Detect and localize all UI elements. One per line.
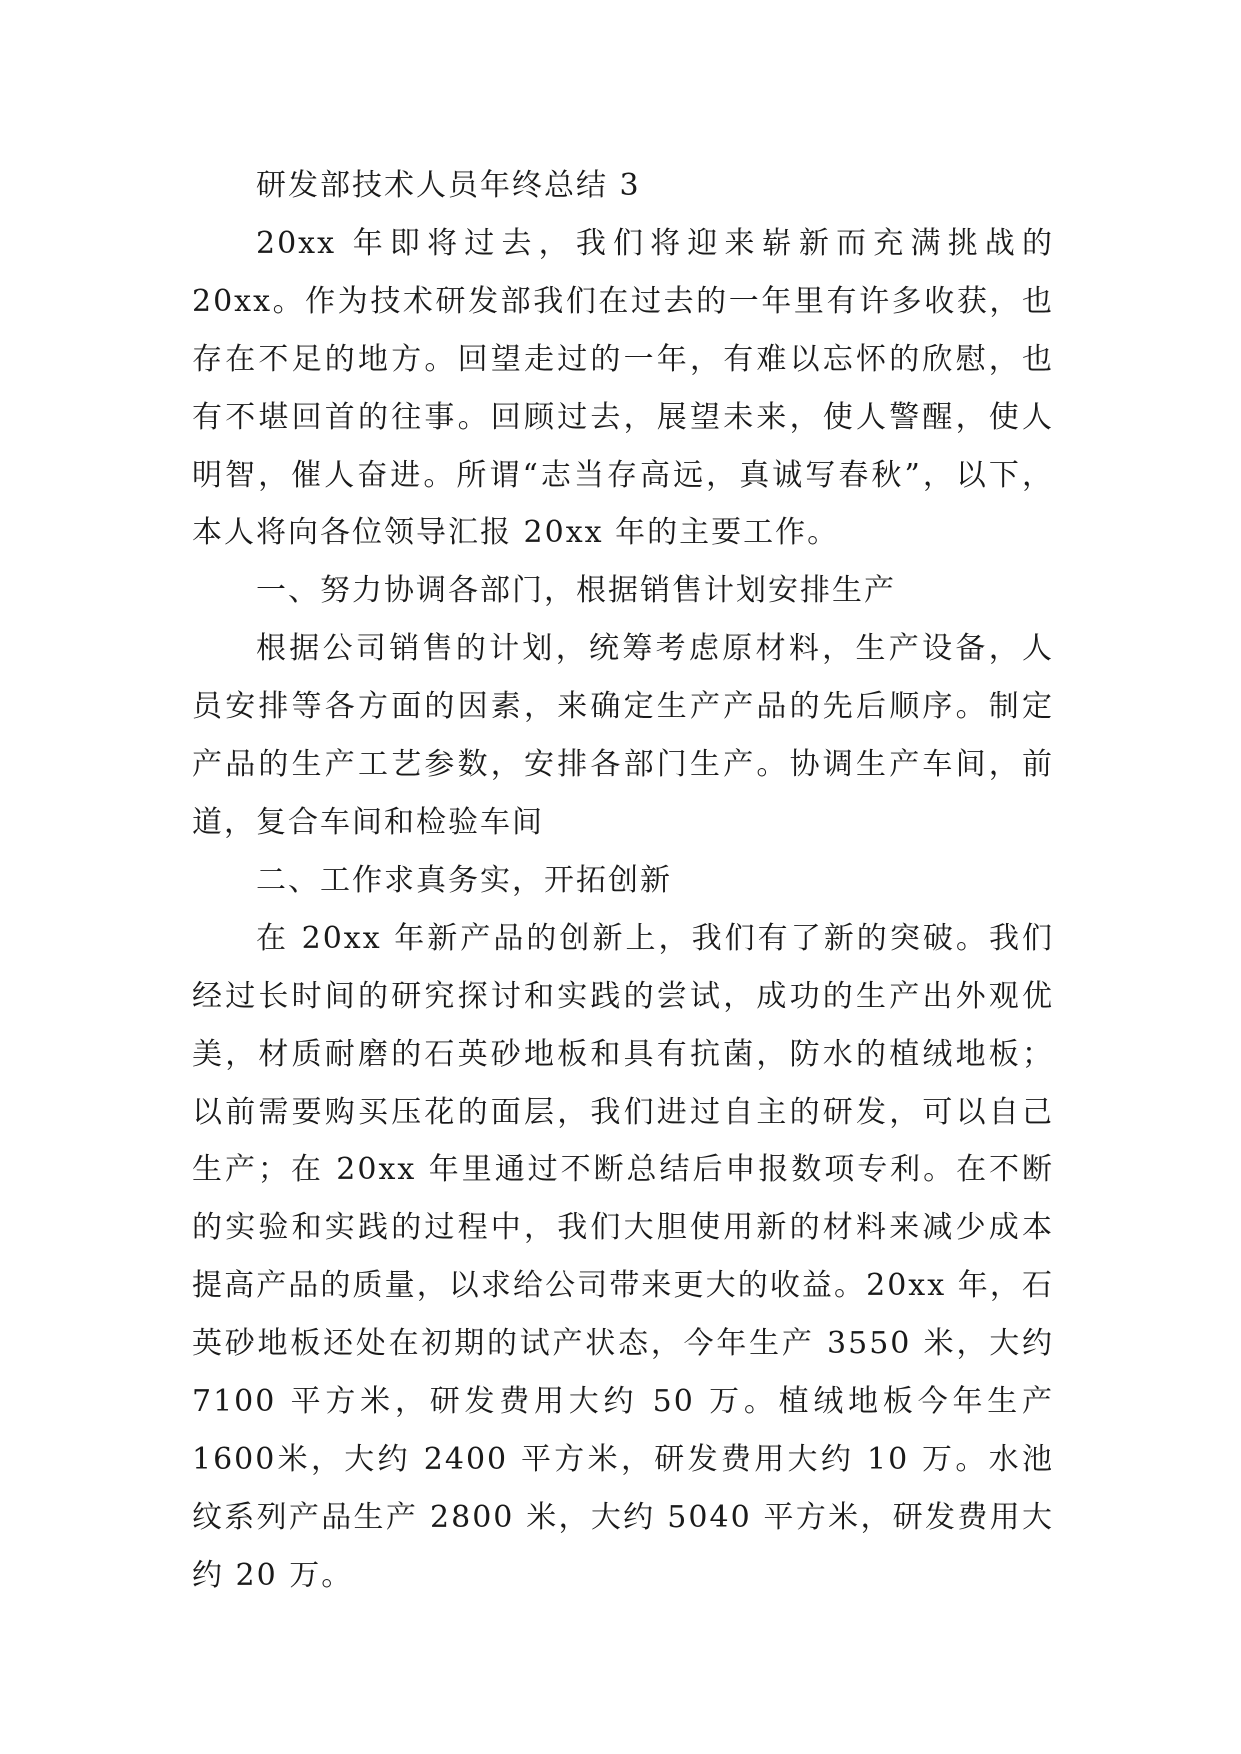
section-heading-1: 一、努力协调各部门，根据销售计划安排生产 [256,573,896,609]
section-heading-2: 二、工作求真务实，开拓创新 [256,862,672,898]
intro-paragraph: 20xx 年即将过去，我们将迎来崭新而充满挑战的 20xx。作为技术研发部我们在过去的一年里有许多收获，也存在不足的地方。回望走过的一年，有难以忘怀的欣慰，也有不堪回首的往事。回顾过去，展望未来，使人警醒，使人明智，催人奋进。所谓“志当存高远，真诚写春秋”，以下，本人将向各位领导汇报 20xx 年的主要工作。 [192,225,1054,551]
document-title: 研发部技术人员年终总结 3 [256,168,641,203]
document-body [192,157,1054,1605]
section-2-paragraph: 在 20xx 年新产品的创新上，我们有了新的突破。我们经过长时间的研究探讨和实践的尝试，成功的生产出外观优美，材质耐磨的石英砂地板和具有抗菌，防水的植绒地板；以前需要购买压花的面层，我们进过自主的研发，可以自己生产；在 20xx 年里通过不断总结后申报数项专利。在不断的实验和实践的过程中，我们大胆使用新的材料来减少成本提高产品的质量，以求给公司带来更大的收益。20xx 年，石英砂地板还处在初期的试产状态，今年生产 3550 米，大约7100 平方米，研发费用大约 50 万。植绒地板今年生产 1600米，大约 2400 平方米，研发费用大约 10 万。水池纹系列产品生产 2800 米，大约 5040 平方米，研发费用大约 20 万。 [192,920,1054,1593]
section-1-paragraph: 根据公司销售的计划，统筹考虑原材料，生产设备，人员安排等各方面的因素，来确定生产产品的先后顺序。制定产品的生产工艺参数，安排各部门生产。协调生产车间，前道，复合车间和检验车间 [192,631,1054,840]
